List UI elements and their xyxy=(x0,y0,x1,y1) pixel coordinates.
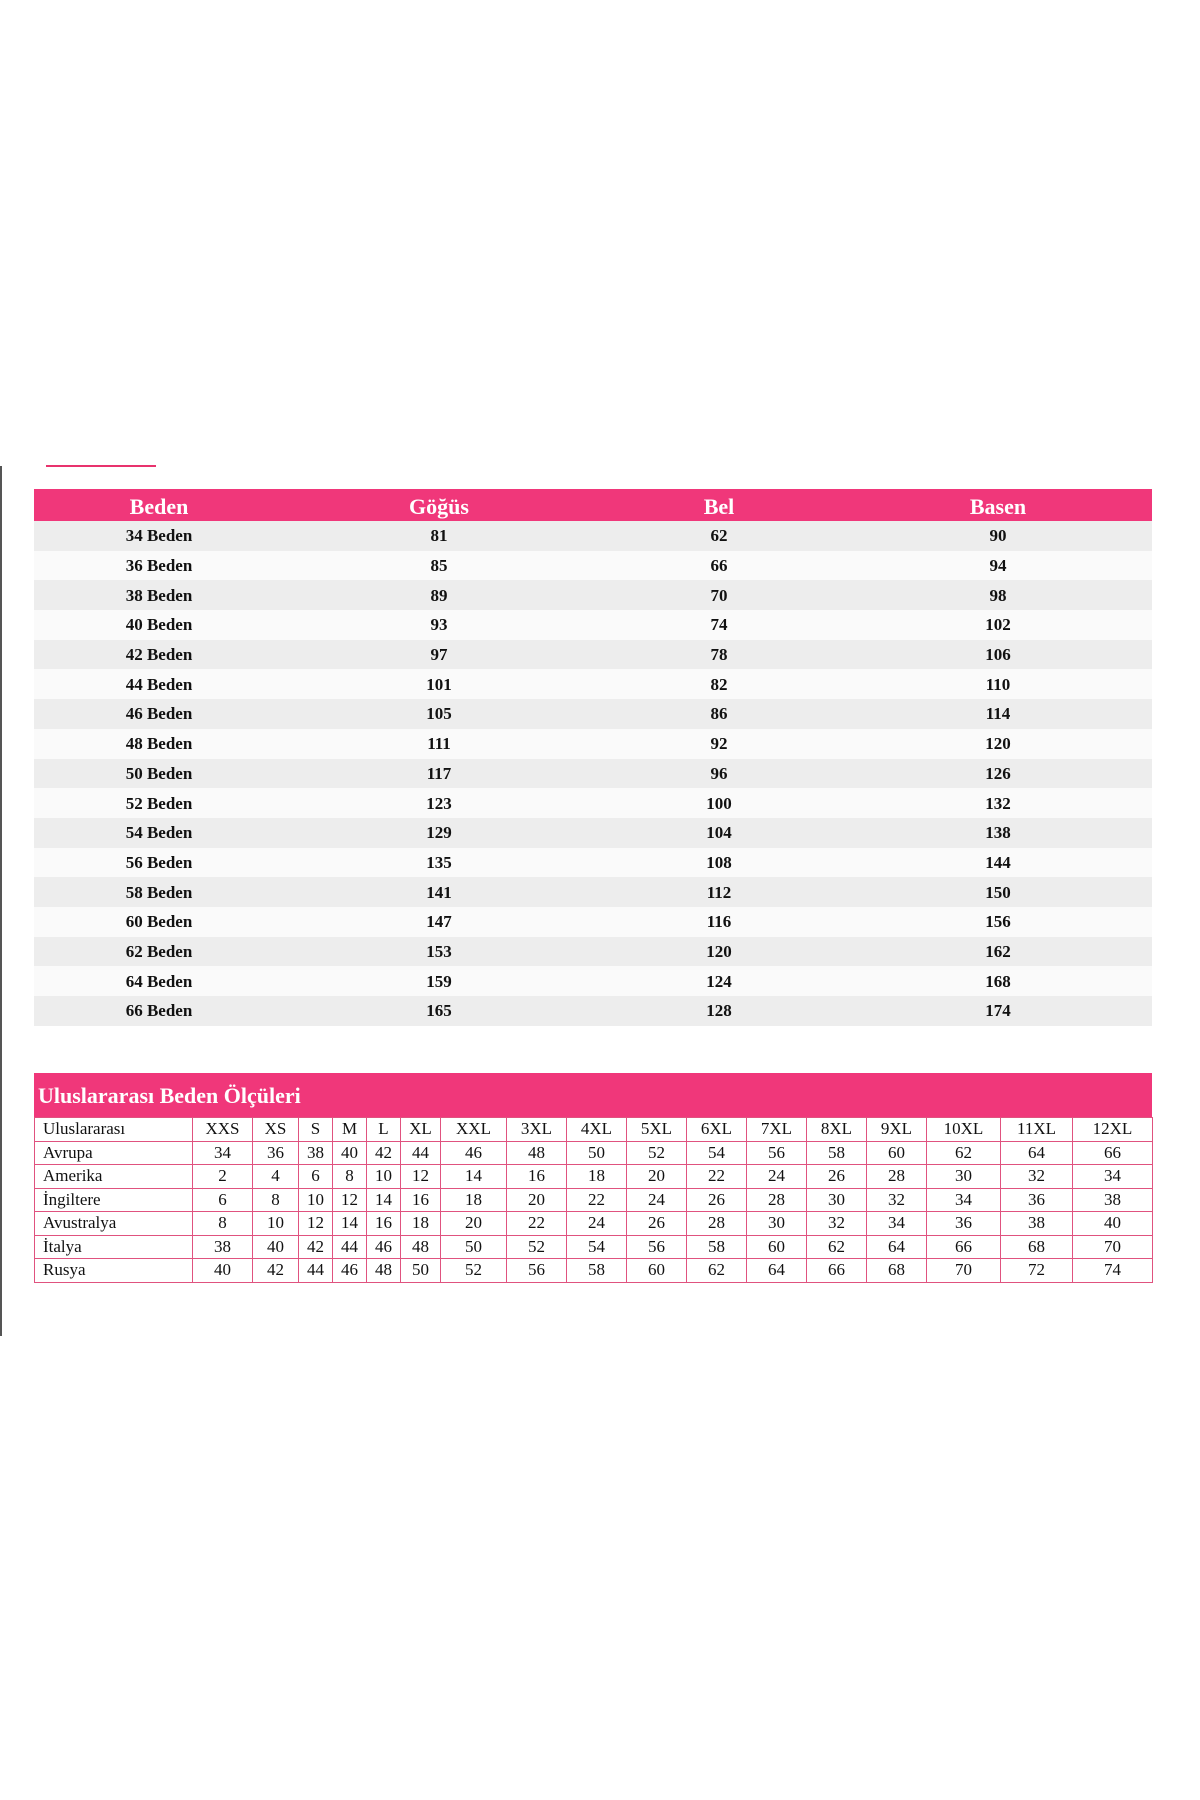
size-cell: 32 xyxy=(867,1188,927,1212)
size-cell: 48 xyxy=(401,1235,441,1259)
size-cell: 66 xyxy=(927,1235,1001,1259)
size-cell: 38 xyxy=(1073,1188,1153,1212)
size-cell: 48 xyxy=(367,1259,401,1283)
size-cell: 60 xyxy=(867,1141,927,1165)
size-cell: 32 xyxy=(1001,1165,1073,1189)
size-table-header-row xyxy=(34,489,1152,521)
size-cell: 36 xyxy=(927,1212,1001,1236)
size-cell: 38 xyxy=(193,1235,253,1259)
size-cell: 18 xyxy=(401,1212,441,1236)
table-row xyxy=(35,1141,1153,1165)
table-row xyxy=(34,551,1152,581)
cell-gogus: 123 xyxy=(284,788,594,818)
cell-bel: 100 xyxy=(594,788,844,818)
cell-beden: 38 Beden xyxy=(34,580,284,610)
cell-gogus: 165 xyxy=(284,996,594,1026)
size-cell: 6 xyxy=(193,1188,253,1212)
size-cell: 52 xyxy=(441,1259,507,1283)
table-row xyxy=(34,996,1152,1026)
cell-bel: 82 xyxy=(594,669,844,699)
table-row xyxy=(34,669,1152,699)
size-cell: 8XL xyxy=(807,1118,867,1142)
table-row xyxy=(34,818,1152,848)
size-cell: 18 xyxy=(441,1188,507,1212)
row-label: İngiltere xyxy=(35,1188,193,1212)
international-table-body xyxy=(35,1118,1153,1283)
size-cell: 12 xyxy=(401,1165,441,1189)
cell-basen: 126 xyxy=(844,759,1152,789)
size-cell: 14 xyxy=(441,1165,507,1189)
cell-beden: 34 Beden xyxy=(34,521,284,551)
size-cell: 34 xyxy=(1073,1165,1153,1189)
cell-basen: 110 xyxy=(844,669,1152,699)
size-cell: L xyxy=(367,1118,401,1142)
size-cell: 20 xyxy=(441,1212,507,1236)
size-cell: 44 xyxy=(299,1259,333,1283)
cell-basen: 106 xyxy=(844,640,1152,670)
size-cell: 68 xyxy=(867,1259,927,1283)
size-cell: 12 xyxy=(333,1188,367,1212)
row-label: Uluslararası xyxy=(35,1118,193,1142)
size-cell: 20 xyxy=(627,1165,687,1189)
cell-beden: 62 Beden xyxy=(34,937,284,967)
cell-bel: 124 xyxy=(594,966,844,996)
header-gogus: Göğüs xyxy=(284,489,594,521)
size-cell: 6XL xyxy=(687,1118,747,1142)
size-cell: 10 xyxy=(299,1188,333,1212)
table-row xyxy=(34,729,1152,759)
cell-gogus: 105 xyxy=(284,699,594,729)
size-cell: 70 xyxy=(927,1259,1001,1283)
cell-beden: 50 Beden xyxy=(34,759,284,789)
cell-gogus: 141 xyxy=(284,877,594,907)
size-cell: 14 xyxy=(367,1188,401,1212)
table-row xyxy=(34,640,1152,670)
size-cell: 2 xyxy=(193,1165,253,1189)
cell-basen: 162 xyxy=(844,937,1152,967)
table-row xyxy=(34,907,1152,937)
size-cell: 60 xyxy=(627,1259,687,1283)
size-cell: 58 xyxy=(567,1259,627,1283)
row-label: Amerika xyxy=(35,1165,193,1189)
row-label: Avustralya xyxy=(35,1212,193,1236)
cell-gogus: 85 xyxy=(284,551,594,581)
size-cell: 8 xyxy=(193,1212,253,1236)
cell-beden: 60 Beden xyxy=(34,907,284,937)
table-row xyxy=(34,788,1152,818)
size-cell: 10XL xyxy=(927,1118,1001,1142)
size-cell: 34 xyxy=(927,1188,1001,1212)
cell-bel: 116 xyxy=(594,907,844,937)
cell-gogus: 89 xyxy=(284,580,594,610)
cell-bel: 112 xyxy=(594,877,844,907)
size-cell: 66 xyxy=(1073,1141,1153,1165)
size-cell: 58 xyxy=(807,1141,867,1165)
table-row xyxy=(34,966,1152,996)
size-cell: 34 xyxy=(193,1141,253,1165)
size-cell: 4XL xyxy=(567,1118,627,1142)
cell-gogus: 93 xyxy=(284,610,594,640)
header-beden: Beden xyxy=(34,489,284,521)
size-cell: M xyxy=(333,1118,367,1142)
size-cell: 32 xyxy=(807,1212,867,1236)
size-cell: 68 xyxy=(1001,1235,1073,1259)
size-cell: 40 xyxy=(333,1141,367,1165)
size-cell: 42 xyxy=(253,1259,299,1283)
size-cell: 64 xyxy=(747,1259,807,1283)
cell-beden: 58 Beden xyxy=(34,877,284,907)
cell-bel: 78 xyxy=(594,640,844,670)
size-cell: 28 xyxy=(867,1165,927,1189)
table-row xyxy=(34,759,1152,789)
size-cell: 40 xyxy=(193,1259,253,1283)
cell-gogus: 129 xyxy=(284,818,594,848)
size-cell: 52 xyxy=(627,1141,687,1165)
cell-basen: 98 xyxy=(844,580,1152,610)
cell-bel: 108 xyxy=(594,848,844,878)
size-cell: 64 xyxy=(1001,1141,1073,1165)
cell-beden: 56 Beden xyxy=(34,848,284,878)
size-cell: S xyxy=(299,1118,333,1142)
left-border-line xyxy=(0,466,2,1336)
row-label: İtalya xyxy=(35,1235,193,1259)
size-cell: 44 xyxy=(401,1141,441,1165)
size-cell: 14 xyxy=(333,1212,367,1236)
cell-bel: 86 xyxy=(594,699,844,729)
cell-gogus: 97 xyxy=(284,640,594,670)
size-cell: 56 xyxy=(507,1259,567,1283)
size-cell: 40 xyxy=(253,1235,299,1259)
size-cell: 10 xyxy=(253,1212,299,1236)
size-cell: 11XL xyxy=(1001,1118,1073,1142)
cell-bel: 74 xyxy=(594,610,844,640)
size-cell: 36 xyxy=(1001,1188,1073,1212)
size-cell: 64 xyxy=(867,1235,927,1259)
size-cell: XXL xyxy=(441,1118,507,1142)
cell-beden: 42 Beden xyxy=(34,640,284,670)
cell-basen: 156 xyxy=(844,907,1152,937)
cell-beden: 44 Beden xyxy=(34,669,284,699)
size-cell: 30 xyxy=(807,1188,867,1212)
size-cell: 56 xyxy=(747,1141,807,1165)
cell-bel: 96 xyxy=(594,759,844,789)
table-row xyxy=(35,1259,1153,1283)
size-cell: 44 xyxy=(333,1235,367,1259)
size-cell: 22 xyxy=(507,1212,567,1236)
cell-bel: 104 xyxy=(594,818,844,848)
cell-basen: 174 xyxy=(844,996,1152,1026)
size-cell: 42 xyxy=(299,1235,333,1259)
accent-underline xyxy=(46,465,156,467)
size-cell: 3XL xyxy=(507,1118,567,1142)
size-cell: 16 xyxy=(367,1212,401,1236)
size-cell: 30 xyxy=(927,1165,1001,1189)
size-cell: 16 xyxy=(507,1165,567,1189)
size-cell: 70 xyxy=(1073,1235,1153,1259)
size-cell: 36 xyxy=(253,1141,299,1165)
size-cell: 74 xyxy=(1073,1259,1153,1283)
cell-basen: 102 xyxy=(844,610,1152,640)
size-cell: 26 xyxy=(687,1188,747,1212)
cell-gogus: 159 xyxy=(284,966,594,996)
cell-basen: 114 xyxy=(844,699,1152,729)
table-row xyxy=(35,1188,1153,1212)
size-cell: 38 xyxy=(299,1141,333,1165)
cell-beden: 66 Beden xyxy=(34,996,284,1026)
table-row xyxy=(34,610,1152,640)
size-cell: 10 xyxy=(367,1165,401,1189)
size-cell: 40 xyxy=(1073,1212,1153,1236)
size-cell: 30 xyxy=(747,1212,807,1236)
cell-beden: 52 Beden xyxy=(34,788,284,818)
size-cell: 42 xyxy=(367,1141,401,1165)
size-cell: 8 xyxy=(253,1188,299,1212)
cell-basen: 138 xyxy=(844,818,1152,848)
cell-beden: 36 Beden xyxy=(34,551,284,581)
size-cell: 26 xyxy=(627,1212,687,1236)
international-table-title: Uluslararası Beden Ölçüleri xyxy=(34,1073,1152,1117)
cell-bel: 128 xyxy=(594,996,844,1026)
cell-basen: 120 xyxy=(844,729,1152,759)
header-bel: Bel xyxy=(594,489,844,521)
header-basen: Basen xyxy=(844,489,1152,521)
row-label: Avrupa xyxy=(35,1141,193,1165)
cell-basen: 132 xyxy=(844,788,1152,818)
size-cell: 4 xyxy=(253,1165,299,1189)
size-cell: 22 xyxy=(687,1165,747,1189)
cell-gogus: 153 xyxy=(284,937,594,967)
row-label: Rusya xyxy=(35,1259,193,1283)
size-cell: 9XL xyxy=(867,1118,927,1142)
cell-basen: 150 xyxy=(844,877,1152,907)
size-cell: 38 xyxy=(1001,1212,1073,1236)
size-cell: 56 xyxy=(627,1235,687,1259)
cell-bel: 92 xyxy=(594,729,844,759)
size-cell: 72 xyxy=(1001,1259,1073,1283)
cell-gogus: 111 xyxy=(284,729,594,759)
size-cell: 6 xyxy=(299,1165,333,1189)
cell-basen: 90 xyxy=(844,521,1152,551)
size-cell: 24 xyxy=(747,1165,807,1189)
size-cell: 50 xyxy=(401,1259,441,1283)
size-cell: 5XL xyxy=(627,1118,687,1142)
international-header-row xyxy=(35,1118,1153,1142)
cell-bel: 120 xyxy=(594,937,844,967)
size-cell: 60 xyxy=(747,1235,807,1259)
size-cell: XXS xyxy=(193,1118,253,1142)
cell-gogus: 135 xyxy=(284,848,594,878)
size-cell: 46 xyxy=(333,1259,367,1283)
size-cell: XL xyxy=(401,1118,441,1142)
cell-gogus: 117 xyxy=(284,759,594,789)
size-cell: 52 xyxy=(507,1235,567,1259)
cell-basen: 144 xyxy=(844,848,1152,878)
table-row xyxy=(34,937,1152,967)
cell-beden: 48 Beden xyxy=(34,729,284,759)
size-cell: 50 xyxy=(567,1141,627,1165)
cell-gogus: 101 xyxy=(284,669,594,699)
cell-gogus: 147 xyxy=(284,907,594,937)
international-size-section xyxy=(34,1073,1152,1283)
size-table-body xyxy=(34,521,1152,1026)
table-row xyxy=(34,521,1152,551)
cell-basen: 94 xyxy=(844,551,1152,581)
size-cell: 22 xyxy=(567,1188,627,1212)
cell-basen: 168 xyxy=(844,966,1152,996)
size-cell: 62 xyxy=(687,1259,747,1283)
size-cell: 20 xyxy=(507,1188,567,1212)
cell-beden: 54 Beden xyxy=(34,818,284,848)
size-cell: 12 xyxy=(299,1212,333,1236)
cell-bel: 62 xyxy=(594,521,844,551)
cell-beden: 64 Beden xyxy=(34,966,284,996)
size-cell: 54 xyxy=(567,1235,627,1259)
table-row xyxy=(34,580,1152,610)
size-cell: 16 xyxy=(401,1188,441,1212)
size-cell: XS xyxy=(253,1118,299,1142)
size-cell: 24 xyxy=(627,1188,687,1212)
table-row xyxy=(35,1165,1153,1189)
size-cell: 50 xyxy=(441,1235,507,1259)
size-cell: 18 xyxy=(567,1165,627,1189)
size-cell: 8 xyxy=(333,1165,367,1189)
cell-beden: 46 Beden xyxy=(34,699,284,729)
size-cell: 28 xyxy=(687,1212,747,1236)
cell-bel: 66 xyxy=(594,551,844,581)
size-cell: 58 xyxy=(687,1235,747,1259)
size-cell: 12XL xyxy=(1073,1118,1153,1142)
international-size-table xyxy=(34,1117,1153,1283)
size-cell: 46 xyxy=(441,1141,507,1165)
size-cell: 46 xyxy=(367,1235,401,1259)
size-cell: 7XL xyxy=(747,1118,807,1142)
size-cell: 28 xyxy=(747,1188,807,1212)
size-cell: 26 xyxy=(807,1165,867,1189)
table-row xyxy=(34,848,1152,878)
size-cell: 48 xyxy=(507,1141,567,1165)
size-cell: 62 xyxy=(927,1141,1001,1165)
size-cell: 62 xyxy=(807,1235,867,1259)
size-cell: 66 xyxy=(807,1259,867,1283)
cell-beden: 40 Beden xyxy=(34,610,284,640)
table-row xyxy=(34,699,1152,729)
cell-gogus: 81 xyxy=(284,521,594,551)
cell-bel: 70 xyxy=(594,580,844,610)
table-row xyxy=(34,877,1152,907)
size-cell: 54 xyxy=(687,1141,747,1165)
size-table xyxy=(34,489,1152,1026)
table-row xyxy=(35,1235,1153,1259)
table-row xyxy=(35,1212,1153,1236)
size-cell: 24 xyxy=(567,1212,627,1236)
size-cell: 34 xyxy=(867,1212,927,1236)
